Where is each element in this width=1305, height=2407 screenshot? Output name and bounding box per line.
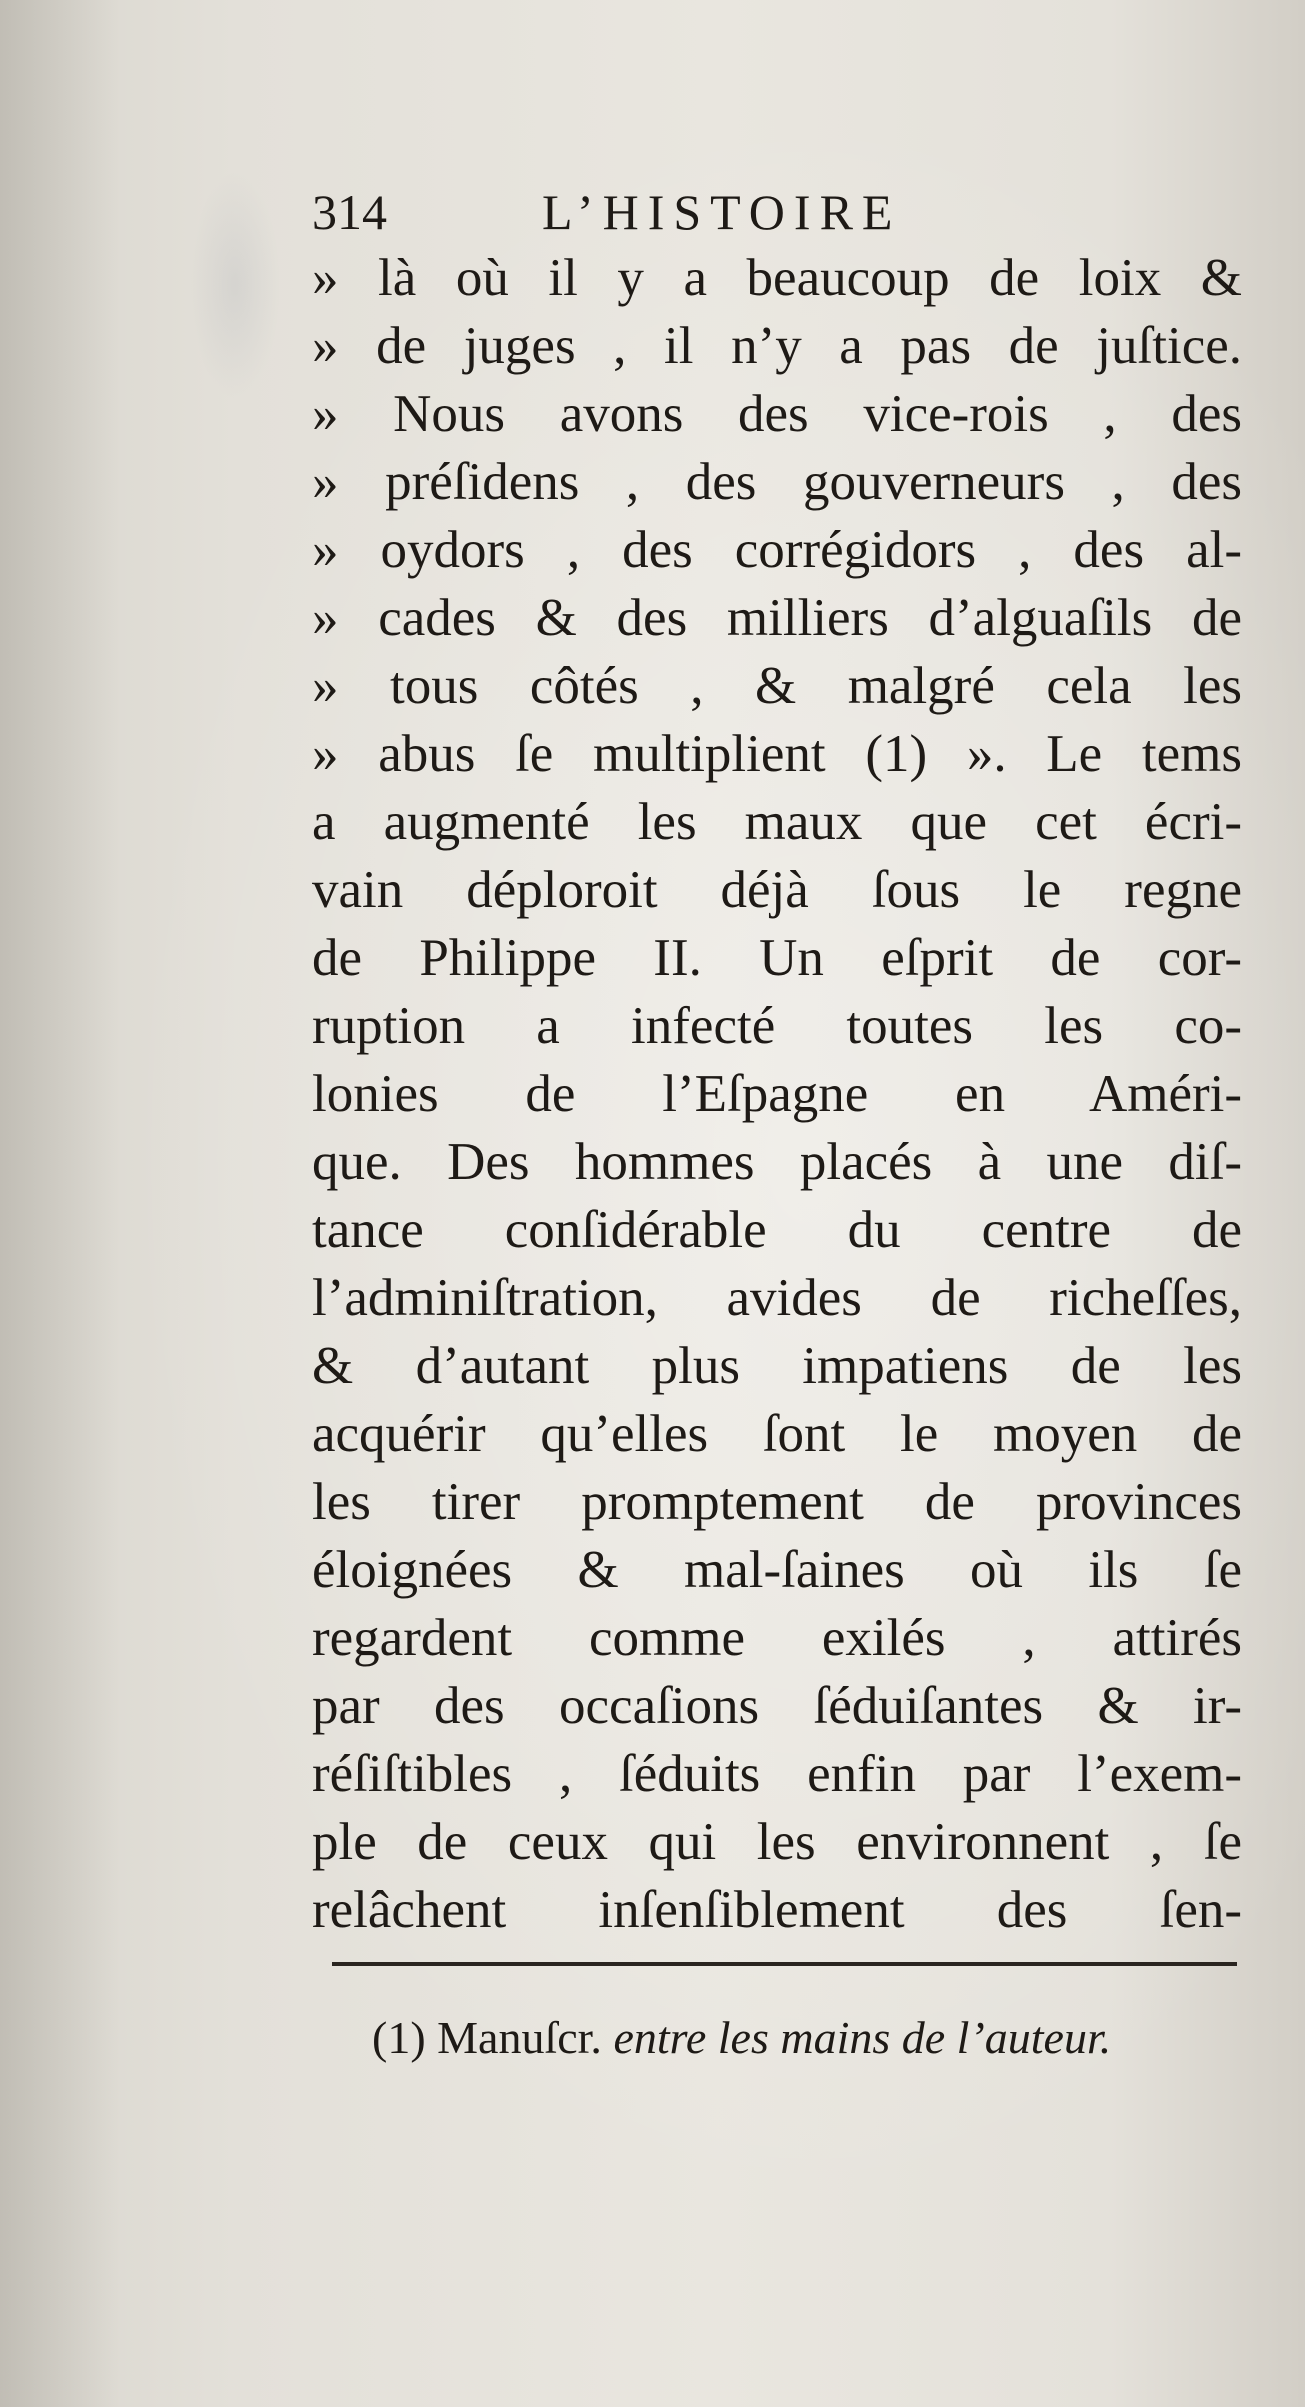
text-line: » tous côtés , & malgré cela les: [312, 657, 1242, 715]
text-line: » de juges , il n’y a pas de juſtice.: [312, 317, 1242, 375]
text-line: ruption a infecté toutes les co-: [312, 997, 1242, 1055]
text-line: » préſidens , des gouverneurs , des: [312, 453, 1242, 511]
text-line: vain déploroit déjà ſous le regne: [312, 861, 1242, 919]
text-line: » abus ſe multiplient (1) ». Le tems: [312, 725, 1242, 783]
text-line: » là où il y a beaucoup de loix &: [312, 249, 1242, 307]
text-line: » oydors , des corrégidors , des al-: [312, 521, 1242, 579]
text-line: relâchent inſenſiblement des ſen-: [312, 1881, 1242, 1939]
footnote: [372, 1998, 1242, 2078]
footnote-marker: (1): [372, 2012, 426, 2063]
text-line: & d’autant plus impatiens de les: [312, 1337, 1242, 1395]
gutter-shadow: [0, 0, 120, 2407]
ink-bleed-through: [190, 170, 280, 400]
text-line: par des occaſions ſéduiſantes & ir-: [312, 1677, 1242, 1735]
text-line: de Philippe II. Un eſprit de cor-: [312, 929, 1242, 987]
text-line: que. Des hommes placés à une diſ-: [312, 1133, 1242, 1191]
text-line: lonies de l’Eſpagne en Améri-: [312, 1065, 1242, 1123]
text-line: tance conſidérable du centre de: [312, 1201, 1242, 1259]
footnote-text: Manuſcr.: [437, 2012, 602, 2063]
text-line: » cades & des milliers d’alguaſils de: [312, 589, 1242, 647]
text-line: regardent comme exilés , attirés: [312, 1609, 1242, 1667]
text-line: ple de ceux qui les environnent , ſe: [312, 1813, 1242, 1871]
body-text: [312, 244, 1242, 1944]
text-line: les tirer promptement de provinces: [312, 1473, 1242, 1531]
page-header: [312, 172, 1242, 252]
text-line: l’adminiſtration, avides de richeſſes,: [312, 1269, 1242, 1327]
text-line: réſiſtibles , ſéduits enfin par l’exem-: [312, 1745, 1242, 1803]
running-title: L’HISTOIRE: [542, 184, 902, 240]
text-line: » Nous avons des vice-rois , des: [312, 385, 1242, 443]
text-line: acquérir qu’elles ſont le moyen de: [312, 1405, 1242, 1463]
text-line: éloignées & mal-ſaines où ils ſe: [312, 1541, 1242, 1599]
text-line: a augmenté les maux que cet écri-: [312, 793, 1242, 851]
page-number: 314: [312, 184, 387, 240]
footnote-italic-text: entre les mains de l’auteur.: [613, 2012, 1112, 2063]
footnote-rule: [332, 1962, 1237, 1966]
